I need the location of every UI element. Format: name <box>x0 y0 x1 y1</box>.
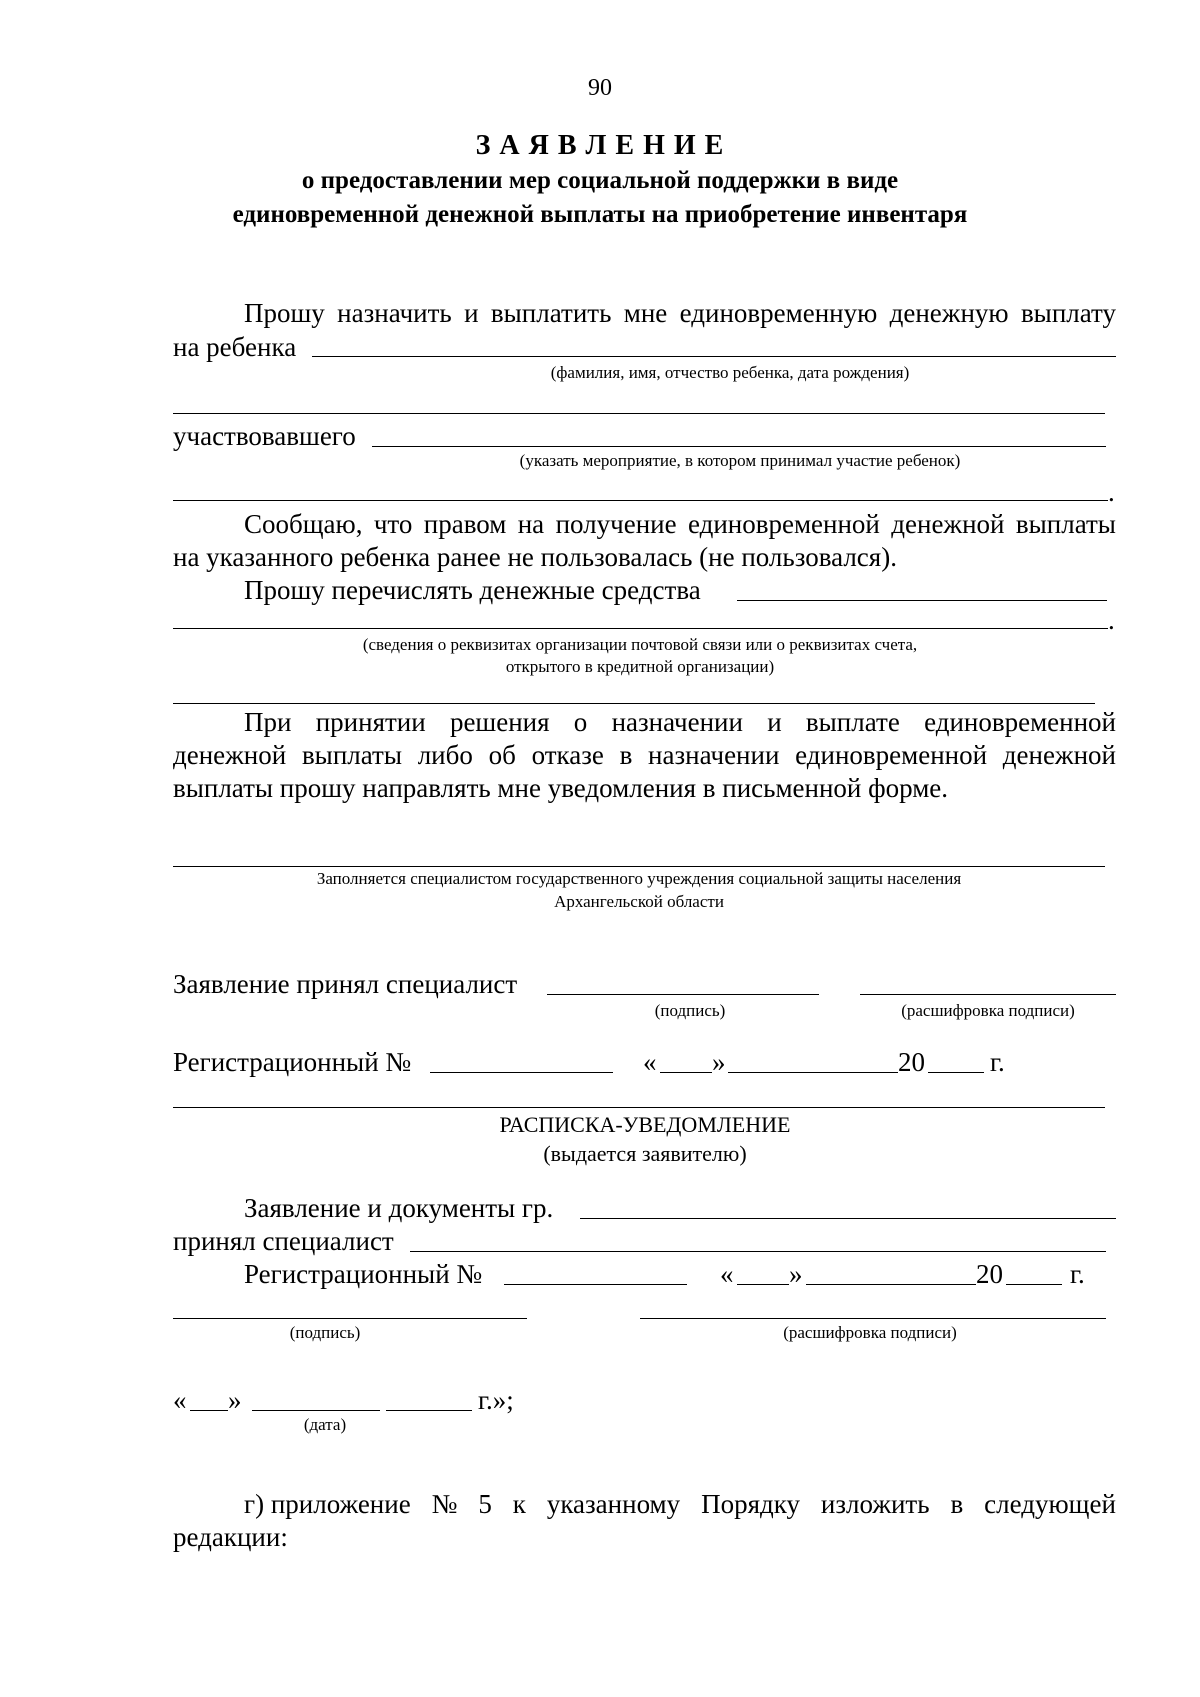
word: либо <box>417 740 473 770</box>
event-field[interactable] <box>372 446 1106 447</box>
word: № <box>431 1489 458 1519</box>
word: выплате <box>805 707 900 737</box>
word: денежной <box>173 740 287 770</box>
word: решения <box>449 707 550 737</box>
requisites-field[interactable] <box>173 703 1095 704</box>
receipt-month-field[interactable] <box>806 1284 976 1285</box>
receipt-signature-field[interactable] <box>173 1318 527 1319</box>
document-heading: З А Я В Л Е Н И Е <box>475 130 725 161</box>
page-number: 90 <box>588 75 612 101</box>
word: на <box>517 509 545 539</box>
word: выплатить <box>490 298 612 328</box>
decision-line-1 <box>244 706 1116 738</box>
word: принятии <box>315 707 426 737</box>
specialist-reg-label: Регистрационный № <box>173 1047 412 1077</box>
event-period: . <box>1108 477 1115 507</box>
word: единовременной <box>924 707 1116 737</box>
participated-label: участвовавшего <box>173 421 356 451</box>
transfer-period: . <box>1108 605 1115 635</box>
amendment-line-1 <box>244 1488 1116 1520</box>
transfer-field[interactable] <box>737 600 1107 601</box>
specialist-decoding-field[interactable] <box>860 994 1116 995</box>
word: мне <box>623 298 668 328</box>
specialist-year-suffix: г. <box>990 1047 1005 1077</box>
specialist-signature-field[interactable] <box>547 994 819 995</box>
word: При <box>244 707 292 737</box>
receipt-date-caption: (дата) <box>303 1415 347 1434</box>
word: отказе <box>531 740 604 770</box>
specialist-day-field[interactable] <box>660 1072 712 1073</box>
receipt-date-close: » <box>228 1385 242 1415</box>
receipt-subtitle: (выдается заявителю) <box>543 1141 747 1166</box>
word: правом <box>423 509 507 539</box>
specialist-date-quote-open: « <box>643 1047 657 1077</box>
word: Прошу <box>244 298 325 328</box>
word: денежную <box>889 298 1009 328</box>
word: выплаты <box>1015 509 1116 539</box>
word: в <box>619 740 633 770</box>
specialist-caption-1: Заполняется специалистом государственного учреждения социальной защиты населения <box>316 869 962 888</box>
specialist-reg-number-field[interactable] <box>430 1072 613 1073</box>
word: назначении <box>611 707 743 737</box>
specialist-month-field[interactable] <box>728 1072 898 1073</box>
receipt-year-field[interactable] <box>1006 1284 1062 1285</box>
word: о <box>573 707 588 737</box>
word: назначить <box>337 298 452 328</box>
statement-line-2: на указанного ребенка ранее не пользовалась (не пользовался). <box>173 542 897 572</box>
receipt-accepted-label: принял специалист <box>173 1226 394 1256</box>
event-caption: (указать мероприятие, в котором принимал участие ребенок) <box>519 451 961 470</box>
receipt-date-open: « <box>173 1385 187 1415</box>
word: изложить <box>820 1489 930 1519</box>
child-caption: (фамилия, имя, отчество ребенка, дата рождения) <box>550 363 910 382</box>
word: и <box>464 298 479 328</box>
word: и <box>767 707 782 737</box>
requisites-caption-2: открытого в кредитной организации) <box>505 657 775 676</box>
word: Сообщаю, <box>244 509 363 539</box>
specialist-year-field[interactable] <box>928 1072 984 1073</box>
receipt-decoding-caption: (расшифровка подписи) <box>783 1323 957 1342</box>
receipt-date-quote-open: « <box>720 1259 734 1289</box>
receipt-date-day-field[interactable] <box>190 1410 228 1411</box>
word: указанному <box>546 1489 681 1519</box>
word: г) приложение <box>244 1489 411 1519</box>
receipt-signature-caption: (подпись) <box>289 1323 361 1342</box>
receipt-year-suffix: г. <box>1070 1259 1085 1289</box>
specialist-section-divider <box>173 866 1105 867</box>
document-title-line-1: о предоставлении мер социальной поддержки в виде <box>301 167 899 194</box>
requisites-caption-1: (сведения о реквизитах организации почтовой связи или о реквизитах счета, <box>362 635 918 654</box>
receipt-applicant-field[interactable] <box>580 1218 1116 1219</box>
word: что <box>373 509 413 539</box>
word: 5 <box>478 1489 492 1519</box>
word: единовременной <box>687 509 880 539</box>
word: выплату <box>1020 298 1116 328</box>
receipt-day-field[interactable] <box>737 1284 789 1285</box>
child-name-field[interactable] <box>312 356 1116 357</box>
word: единовременной <box>795 740 988 770</box>
transfer-field-continued[interactable] <box>173 628 1108 629</box>
receipt-date-year-field[interactable] <box>386 1410 472 1411</box>
receipt-specialist-field[interactable] <box>410 1251 1106 1252</box>
specialist-signature-caption: (подпись) <box>654 1001 726 1020</box>
child-label: на ребенка <box>173 332 297 362</box>
word: назначении <box>648 740 780 770</box>
decision-line-2 <box>173 739 1116 771</box>
document-title-line-2: единовременной денежной выплаты на приобретение инвентаря <box>232 201 968 228</box>
word: получение <box>555 509 677 539</box>
word: в <box>950 1489 964 1519</box>
request-line-1 <box>244 297 1116 329</box>
receipt-date-month-field[interactable] <box>252 1410 380 1411</box>
receipt-date-quote-close: » <box>789 1259 803 1289</box>
specialist-caption-2: Архангельской области <box>554 892 724 911</box>
specialist-accepted-label: Заявление принял специалист <box>173 969 518 999</box>
word: об <box>488 740 516 770</box>
specialist-year-prefix: 20 <box>898 1047 925 1077</box>
word: к <box>512 1489 526 1519</box>
word: единовременную <box>679 298 878 328</box>
event-field-continued[interactable] <box>173 500 1108 501</box>
receipt-divider <box>173 1107 1105 1108</box>
word: денежной <box>891 509 1005 539</box>
specialist-decoding-caption: (расшифровка подписи) <box>901 1001 1075 1020</box>
specialist-date-quote-close: » <box>712 1047 726 1077</box>
receipt-reg-number-field[interactable] <box>504 1284 687 1285</box>
decision-line-3: выплаты прошу направлять мне уведомления в письменной форме. <box>173 773 949 803</box>
receipt-year-prefix: 20 <box>976 1259 1003 1289</box>
word: следующей <box>984 1489 1116 1519</box>
amendment-line-2: редакции: <box>173 1522 288 1552</box>
transfer-label: Прошу перечислять денежные средства <box>244 575 701 605</box>
receipt-date-suffix: г.»; <box>478 1385 514 1415</box>
statement-line-1 <box>244 508 1116 540</box>
receipt-title: РАСПИСКА-УВЕДОМЛЕНИЕ <box>499 1112 791 1137</box>
receipt-decoding-field[interactable] <box>640 1318 1106 1319</box>
word: денежной <box>1002 740 1116 770</box>
receipt-reg-label: Регистрационный № <box>244 1259 483 1289</box>
receipt-docs-label: Заявление и документы гр. <box>244 1193 554 1223</box>
child-name-field-continued[interactable] <box>173 413 1105 414</box>
word: выплаты <box>301 740 402 770</box>
word: Порядку <box>701 1489 800 1519</box>
